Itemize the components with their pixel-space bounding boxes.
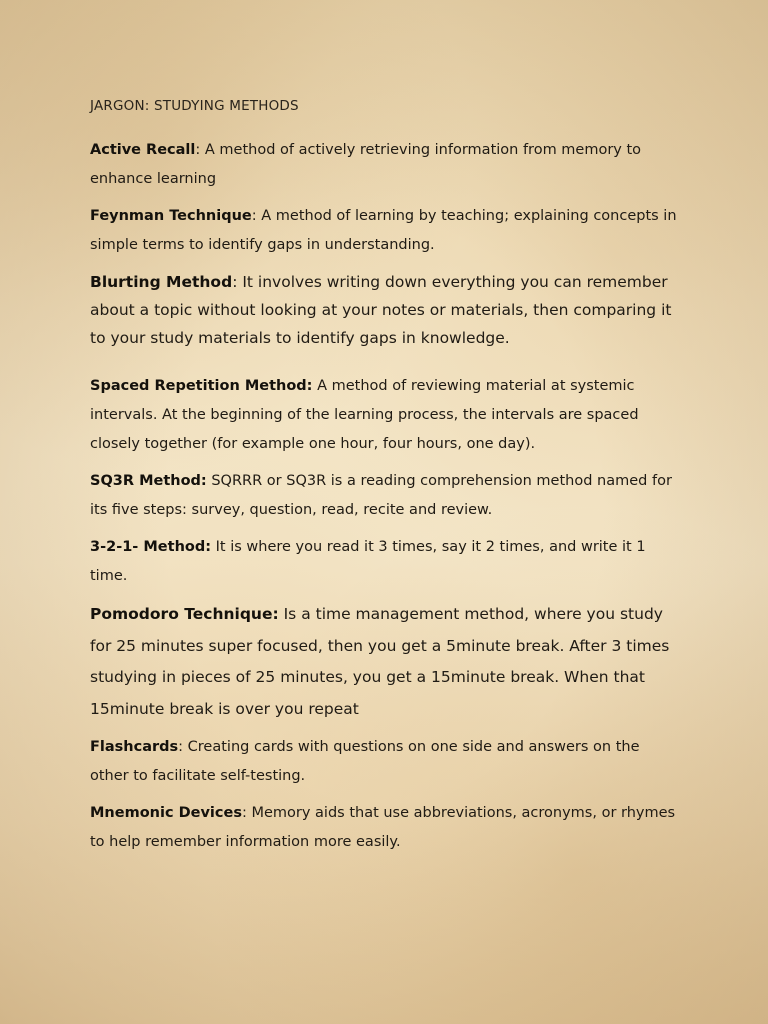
term-separator: : xyxy=(178,739,184,755)
entry-flashcards xyxy=(90,733,680,791)
definition: A method of learning by teaching; explaining concepts in simple terms to identify gaps in understanding. xyxy=(90,208,677,253)
term-separator: : xyxy=(241,805,247,821)
definition: Memory aids that use abbreviations, acronyms, or rhymes to help remember information more easily. xyxy=(90,805,676,850)
entry-active-recall xyxy=(90,136,680,194)
definition: A method of reviewing material at systemic intervals. At the beginning of the learning process, the intervals are spaced closely together (for example one hour, four hours, one day). xyxy=(90,378,639,452)
definition: It is where you read it 3 times, say it 2 times, and write it 1 time. xyxy=(90,539,646,584)
definition: SQRRR or SQ3R is a reading comprehension method named for its five steps: survey, question, read, recite and review. xyxy=(90,473,672,518)
term: Pomodoro Technique: xyxy=(90,605,279,623)
entry-3-2-1-method xyxy=(90,533,680,591)
term: 3-2-1- Method: xyxy=(90,539,212,555)
term: SQ3R Method: xyxy=(90,473,207,489)
definition: A method of actively retrieving information from memory to enhance learning xyxy=(90,142,642,187)
definition: It involves writing down everything you can remember about a topic without looking at your notes or materials, then comparing it to your study materials to identify gaps in knowledge. xyxy=(90,273,672,347)
term: Flashcards xyxy=(90,739,179,755)
entry-pomodoro-technique xyxy=(90,599,680,725)
entry-mnemonic-devices xyxy=(90,799,680,857)
term: Active Recall xyxy=(90,142,196,158)
term: Mnemonic Devices xyxy=(90,805,242,821)
term-separator: : xyxy=(195,142,201,158)
entry-blurting-method xyxy=(90,268,680,352)
term: Spaced Repetition Method: xyxy=(90,378,313,394)
definition: Creating cards with questions on one side and answers on the other to facilitate self-testing. xyxy=(90,739,640,784)
entry-spaced-repetition xyxy=(90,372,680,459)
term-separator: : xyxy=(251,208,257,224)
entry-feynman-technique xyxy=(90,202,680,260)
term-separator: : xyxy=(232,273,238,291)
document-heading: JARGON: STUDYING METHODS xyxy=(90,98,299,114)
term: Feynman Technique xyxy=(90,208,252,224)
definition: Is a time management method, where you study for 25 minutes super focused, then you get a 5minute break. After 3 times studying in pieces of 25 minutes, you get a 15minute break. When that 15minute break is over you repeat xyxy=(90,605,670,718)
entry-sq3r-method xyxy=(90,467,680,525)
term: Blurting Method xyxy=(90,273,233,291)
document-body xyxy=(90,92,680,865)
